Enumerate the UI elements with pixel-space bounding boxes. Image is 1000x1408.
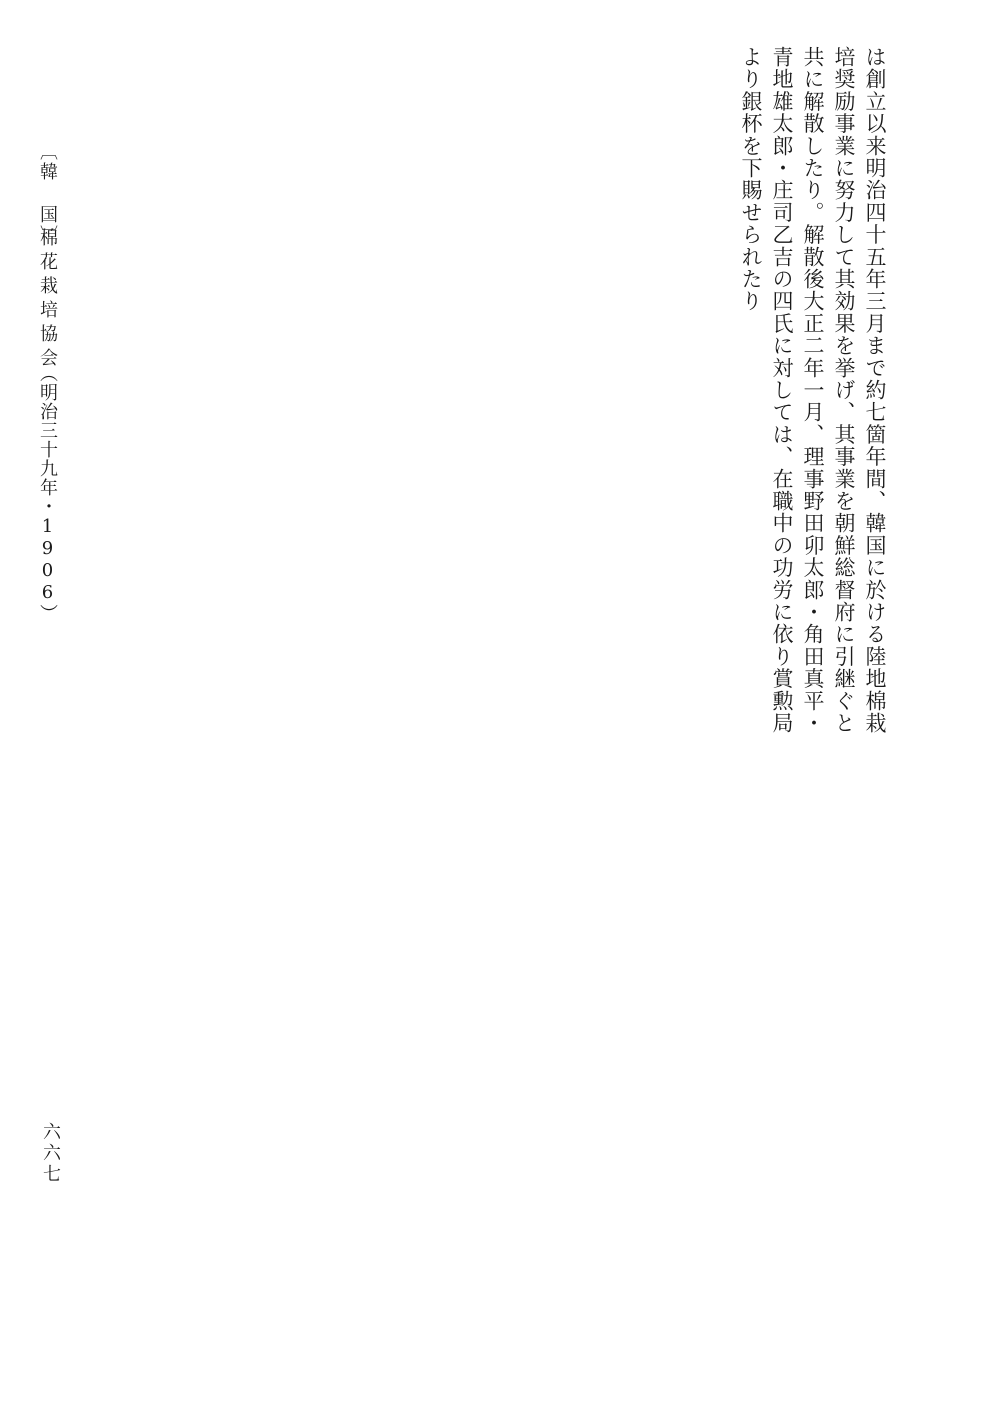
body-text (700, 46, 890, 735)
running-header-section: 〔韓 国〕 (37, 142, 58, 245)
body-line-5: より銀杯を下賜せられたり (739, 46, 763, 313)
running-header-era: （明治三十九年・1906） (37, 364, 58, 623)
body-line-3: 共に解散したり。解散後大正二年一月、理事野田卯太郎・角田真平・ (801, 46, 825, 735)
body-line-4: 青地雄太郎・庄司乙吉の四氏に対しては、在職中の功労に依り賞勲局 (770, 46, 794, 735)
body-line-1: は創立以来明治四十五年三月まで約七箇年間、韓国に於ける陸地棉栽 (863, 46, 887, 735)
running-header-title: 棉花栽培協会 (37, 228, 58, 372)
page-number: 六六七 (40, 1122, 61, 1185)
body-line-2: 培奨励事業に努力して其効果を挙げ、其事業を朝鮮総督府に引継ぐと (832, 46, 856, 735)
